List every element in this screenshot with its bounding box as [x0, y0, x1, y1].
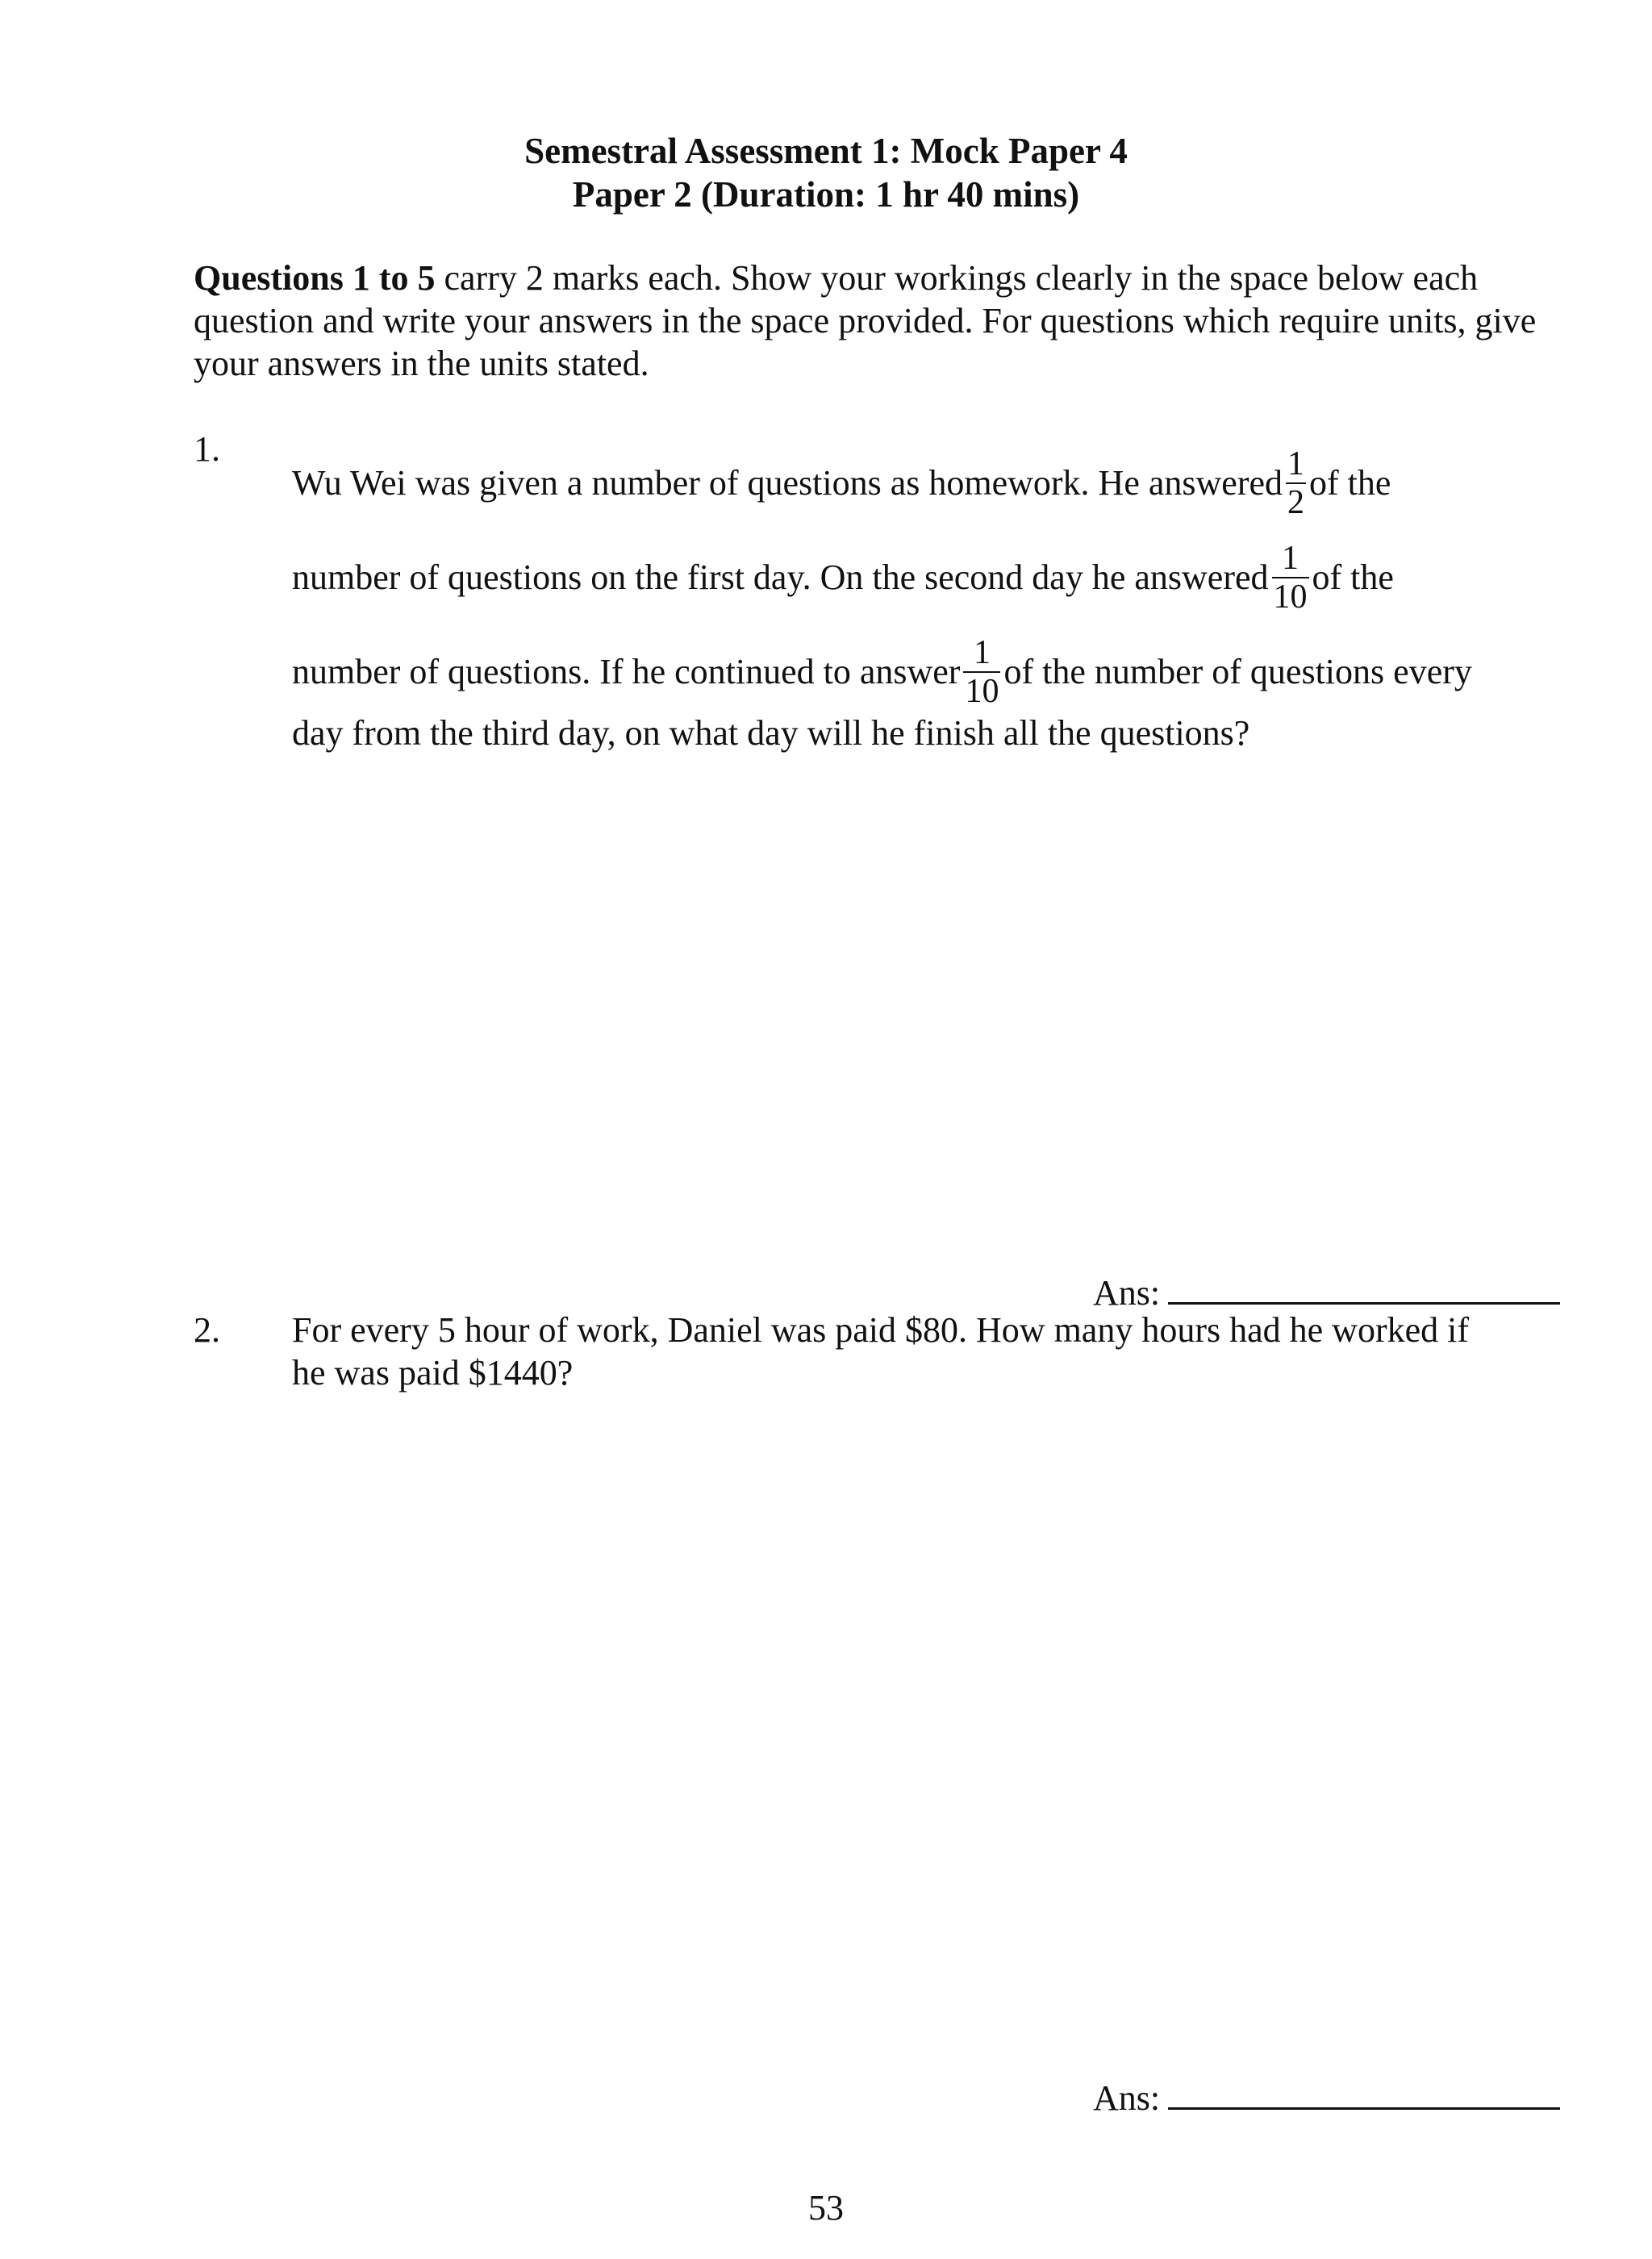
- question-2-answer: [1093, 2075, 1560, 2119]
- instructions: [194, 257, 1565, 385]
- answer-label: Ans:: [1093, 2078, 1161, 2118]
- question-2-number: 2.: [194, 1310, 220, 1350]
- question-1-text: of the number of questions every: [1003, 652, 1472, 692]
- paper-title: Semestral Assessment 1: Mock Paper 4: [524, 131, 1128, 171]
- fraction-one-tenth: $\frac{1}{10}$: [965, 634, 999, 710]
- answer-blank-line[interactable]: [1168, 2075, 1560, 2110]
- question-1-answer: [1093, 1270, 1560, 1314]
- question-1-text: of the: [1312, 557, 1394, 598]
- question-2-line-2: he was paid $1440?: [292, 1353, 574, 1393]
- fraction-one-half: $\frac{1}{2}$: [1287, 445, 1305, 521]
- answer-blank-line[interactable]: [1168, 1270, 1560, 1305]
- question-1-text: of the: [1309, 463, 1391, 503]
- question-1-text: number of questions. If he continued to answer: [292, 652, 961, 692]
- instructions-text: carry 2 marks each. Show your workings clearly in the space below each question and write your answers in the space provided. For questions which require units, give your answers in the units stated.: [194, 258, 1537, 383]
- question-2-line-1: For every 5 hour of work, Daniel was paid $80. How many hours had he worked if: [292, 1310, 1470, 1350]
- answer-label: Ans:: [1093, 1273, 1161, 1313]
- question-1-line-3: [292, 634, 1472, 712]
- instructions-bold-lead: Questions 1 to 5: [194, 258, 436, 298]
- question-1-text: number of questions on the first day. On the second day he answered: [292, 557, 1269, 598]
- question-1-text: Wu Wei was given a number of questions as homework. He answered: [292, 463, 1283, 503]
- question-1-line-4: day from the third day, on what day will he finish all the questions?: [292, 713, 1250, 753]
- question-1-number: 1.: [194, 429, 220, 469]
- question-1-line-1: [292, 445, 1391, 523]
- page-number: 53: [808, 2188, 844, 2228]
- paper-subtitle: Paper 2 (Duration: 1 hr 40 mins): [572, 174, 1080, 215]
- question-1-line-2: [292, 540, 1394, 617]
- fraction-one-tenth: $\frac{1}{10}$: [1273, 540, 1308, 616]
